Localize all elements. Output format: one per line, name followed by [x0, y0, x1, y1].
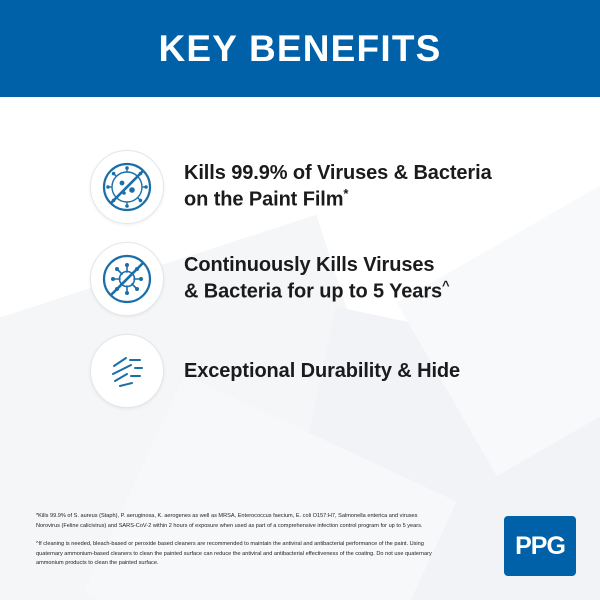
benefit-marker: *: [343, 186, 349, 202]
header-banner: [0, 0, 600, 97]
benefit-item: [0, 150, 600, 224]
benefit-text: [184, 359, 460, 384]
benefit-line-1: Continuously Kills Viruses: [184, 254, 435, 277]
virus-no-symbol-icon: [90, 150, 164, 224]
footnote-caret: ^If cleaning is needed, bleach-based or peroxide based cleaners are recommended to maintain the antiviral and antibacterial performance of the paint. Using quaternary ammonium-based cleaners to clean the painted surface can reduce the antiviral and antibacterial effectiveness of the coating. Do not use quaternary ammonium products to clean the painted surface.: [36, 541, 432, 567]
logo-text: PPG: [515, 531, 565, 560]
benefit-line-1: Kills 99.9% of Viruses & Bacteria: [184, 162, 492, 185]
brush-strokes-icon: [90, 334, 164, 408]
benefit-text: [184, 161, 492, 213]
benefit-line-1: Exceptional Durability & Hide: [184, 359, 461, 382]
virus-shield-no-symbol-icon: [90, 242, 164, 316]
benefit-line-2: & Bacteria for up to 5 Years: [184, 280, 443, 303]
benefit-item: [0, 242, 600, 316]
benefits-list: [0, 150, 600, 426]
benefit-marker: ^: [442, 278, 450, 294]
benefit-text: [184, 253, 450, 305]
ppg-logo: [504, 516, 576, 576]
page-title: KEY BENEFITS: [158, 28, 442, 69]
benefit-line-2: on the Paint Film: [184, 188, 344, 211]
footnote-asterisk: *Kills 99.9% of S. aureus (Staph), P. aeruginosa, K. aerogenes as well as MRSA, Enterococcus faecium, E. coli O157:H7, Salmonella enterica and viruses Norovirus (Feline calicivirus) and SARS-CoV-2 within 2 hours of exposure when used as part of a comprehensive infection control program for up to 5 years.: [36, 513, 423, 529]
footnotes: [36, 512, 436, 578]
benefit-item: [0, 334, 600, 408]
